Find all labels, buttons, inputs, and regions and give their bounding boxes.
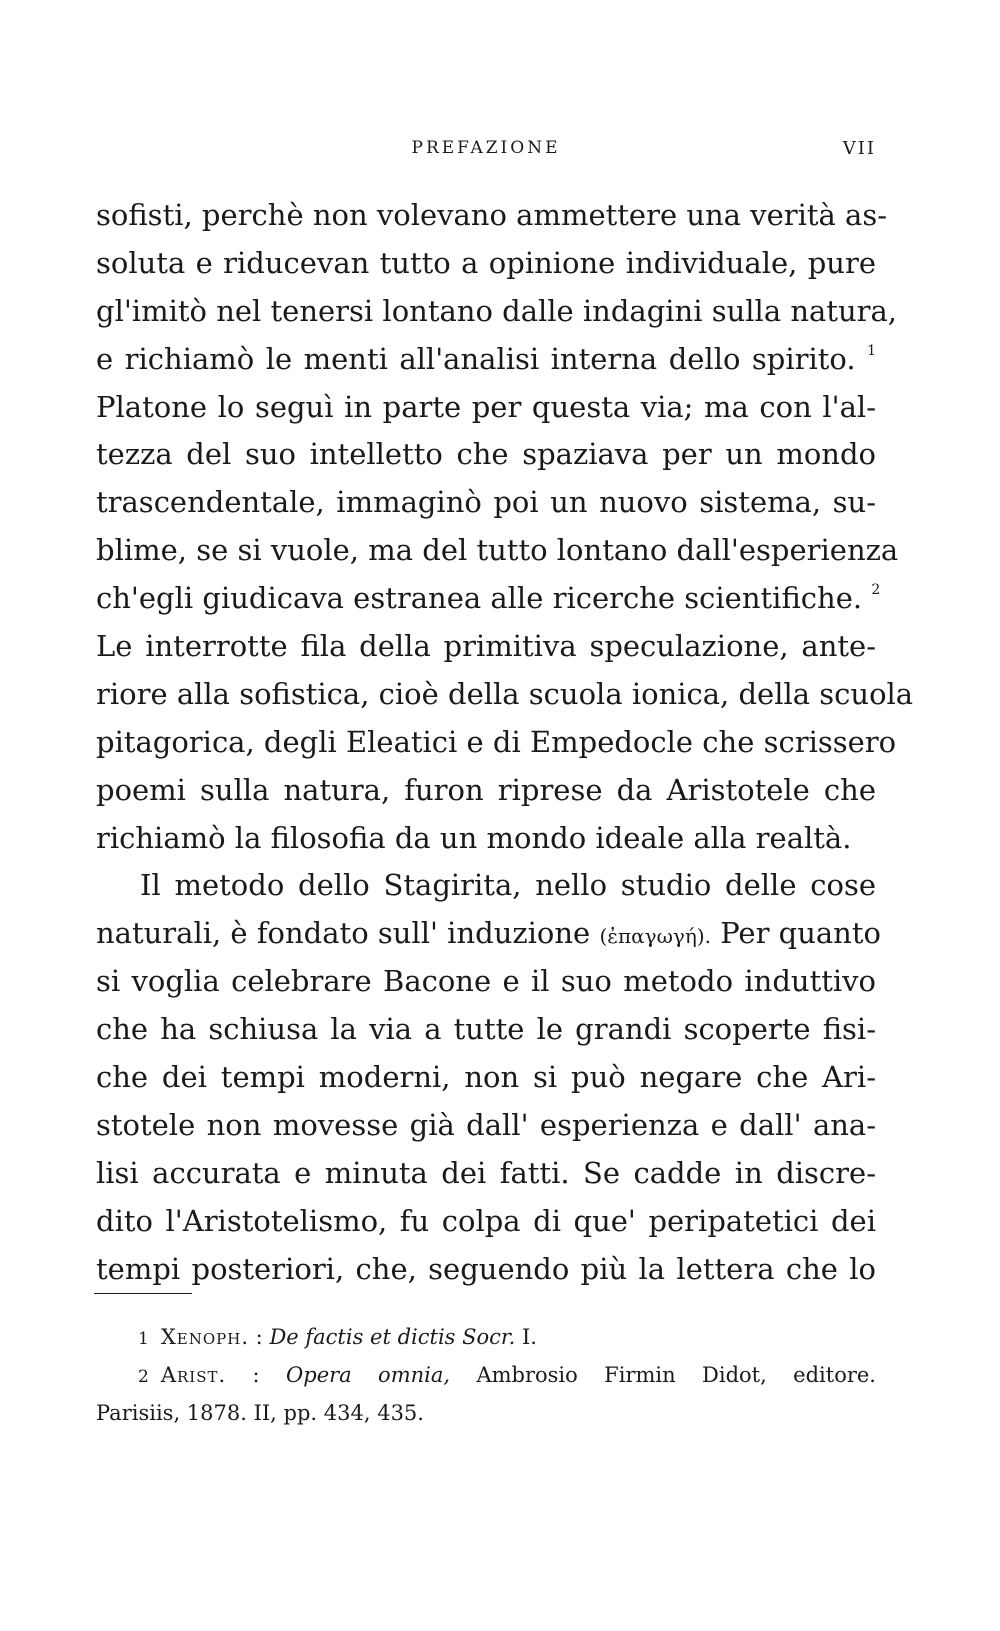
text-line: lisi accurata e minuta dei fatti. Se cadde in discre- <box>96 1155 876 1190</box>
text-line: gl'imitò nel tenersi lontano dalle indagini sulla natura, <box>96 293 898 328</box>
footnote-work-title: Opera omnia, <box>286 1363 451 1387</box>
footnote-1 <box>96 1318 876 1356</box>
text-line: Platone lo seguì in parte per questa via; ma con l'al- <box>96 389 876 424</box>
greek-term: (ἐπαγωγή). <box>599 924 711 949</box>
running-title: PREFAZIONE <box>411 138 561 158</box>
page-number: VII <box>842 138 876 159</box>
text-line: tempi posteriori, che, seguendo più la lettera che lo <box>96 1251 876 1286</box>
footnote-work-title: De factis et dictis Socr. <box>269 1325 516 1349</box>
text-line-content: Per quanto <box>720 916 881 951</box>
text-line <box>96 910 881 958</box>
text-line: che dei tempi moderni, non si può negare che Ari- <box>96 1060 876 1095</box>
text-line: richiamò la filosofia da un mondo ideale alla realtà. <box>96 820 852 855</box>
text-line: poemi sulla natura, furon riprese da Aristotele che <box>96 772 876 807</box>
footnote-separator: : <box>226 1363 287 1387</box>
footnote-reference: 2 <box>871 582 881 599</box>
text-line: dito l'Aristotelismo, fu colpa di que' peripatetici dei <box>96 1203 876 1238</box>
text-line <box>96 575 881 623</box>
text-line: stotele non movesse già dall' esperienza e dall' ana- <box>96 1107 876 1142</box>
text-line-content: e richiamò le menti all'analisi interna dello spirito. <box>96 341 856 376</box>
text-line: Le interrotte fila della primitiva speculazione, ante- <box>96 629 876 664</box>
text-line-content: ch'egli giudicava estranea alle ricerche scientifiche. <box>96 581 863 616</box>
footnotes <box>96 1318 876 1432</box>
text-line-content: naturali, è fondato sull' induzione <box>96 916 591 951</box>
text-line: che ha schiusa la via a tutte le grandi scoperte fisi- <box>96 1012 876 1047</box>
footnote-detail: I. <box>515 1325 537 1349</box>
footnote-number: 1 <box>138 1329 149 1349</box>
text-line: Il metodo dello Stagirita, nello studio delle cose <box>140 868 876 903</box>
footnote-reference: 1 <box>867 342 877 359</box>
text-line: pitagorica, degli Eleatici e di Empedocle che scrissero <box>96 724 897 759</box>
body-text <box>96 192 914 1293</box>
footnote-separator: : <box>249 1325 270 1349</box>
text-line: soluta e riducevan tutto a opinione individuale, pure <box>96 245 876 280</box>
footnote-detail: Ambrosio Firmin Didot, editore. <box>450 1363 876 1387</box>
footnote-2-continuation: Parisiis, 1878. II, pp. 434, 435. <box>96 1401 424 1425</box>
text-line: riore alla sofistica, cioè della scuola ionica, della scuola <box>96 676 914 711</box>
text-line: trascendentale, immaginò poi un nuovo sistema, su- <box>96 485 876 520</box>
text-line: sofisti, perchè non volevano ammettere una verità as- <box>96 198 888 232</box>
text-line <box>96 336 876 384</box>
footnote-author: Xenoph. <box>160 1325 249 1349</box>
footnote-number: 2 <box>138 1367 149 1387</box>
running-head <box>96 138 876 168</box>
text-line: blime, se si vuole, ma del tutto lontano dall'esperienza <box>96 533 899 568</box>
footnote-2 <box>96 1356 876 1394</box>
footnote-divider <box>94 1293 192 1294</box>
text-line: tezza del suo intelletto che spaziava per un mondo <box>96 437 876 472</box>
footnote-author: Arist. <box>160 1363 227 1387</box>
text-line: si voglia celebrare Bacone e il suo metodo induttivo <box>96 964 876 999</box>
